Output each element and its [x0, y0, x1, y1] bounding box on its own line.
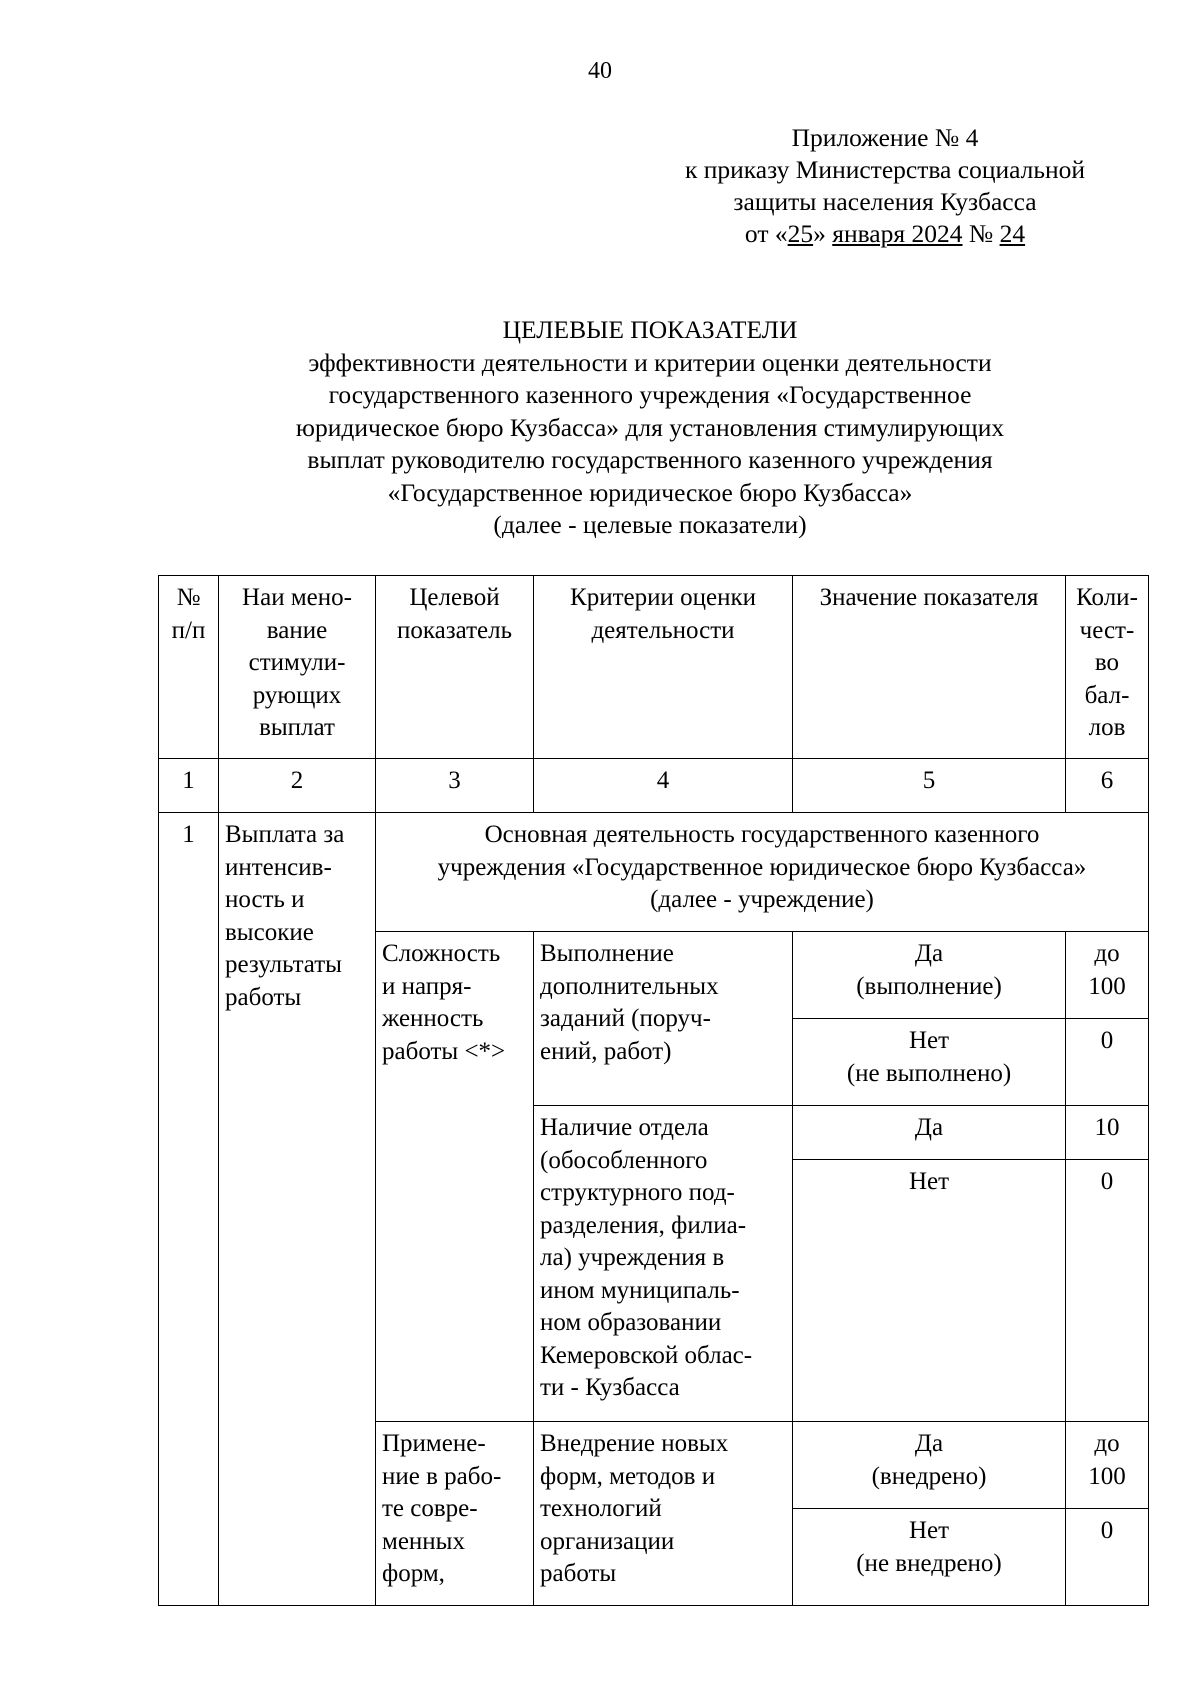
column-number: 4 — [534, 759, 793, 813]
value-tasks-no: Нет (не выполнено) — [793, 1019, 1066, 1106]
column-number: 6 — [1066, 759, 1149, 813]
title-line: (далее - целевые показатели) — [493, 510, 807, 539]
column-number-row — [159, 759, 1149, 813]
title-line: «Государственное юридическое бюро Кузбасса» — [387, 477, 913, 507]
date-day: 25 — [787, 219, 814, 248]
header-row — [159, 576, 1149, 759]
points-tasks-yes: до 100 — [1066, 932, 1149, 1019]
section-row — [159, 813, 1149, 932]
appendix-line-1: Приложение № 4 — [791, 123, 979, 152]
page-number: 40 — [588, 58, 612, 84]
appendix-date — [655, 218, 1115, 250]
date-prefix: от « — [744, 219, 788, 248]
value-tasks-yes: Да (выполнение) — [793, 932, 1066, 1019]
indicators-table — [158, 575, 1149, 1606]
value-dept-yes: Да — [793, 1106, 1066, 1160]
header-cell-payment: Наи мено- вание стимули- рующих выплат — [219, 576, 376, 759]
value-forms-no: Нет (не внедрено) — [793, 1509, 1066, 1606]
points-forms-no: 0 — [1066, 1509, 1149, 1606]
header-cell-value: Значение показателя — [793, 576, 1066, 759]
appendix-block — [655, 122, 1115, 250]
payment-name: Выплата за интенсив- ность и высокие результаты работы — [219, 813, 376, 1606]
header-cell-points: Коли- чест- во бал- лов — [1066, 576, 1149, 759]
title-line: государственного казенного учреждения «Государственное — [328, 380, 972, 409]
title-heading: ЦЕЛЕВЫЕ ПОКАЗАТЕЛИ — [502, 315, 798, 344]
points-forms-yes: до 100 — [1066, 1422, 1149, 1509]
points-dept-no: 0 — [1066, 1160, 1149, 1422]
column-number: 2 — [219, 759, 376, 813]
column-number: 5 — [793, 759, 1066, 813]
column-number: 1 — [159, 759, 219, 813]
indicator-modern: Примене- ние в рабо- те совре- менных форм, — [376, 1422, 534, 1606]
appendix-line-3: защиты населения Кузбасса — [733, 187, 1037, 216]
criteria-additional-tasks: Выполнение дополнительных заданий (поруч- ений, работ) — [534, 932, 793, 1106]
date-number: 24 — [999, 219, 1026, 248]
column-number: 3 — [376, 759, 534, 813]
appendix-line-2: к приказу Министерства социальной — [684, 155, 1086, 184]
value-forms-yes: Да (внедрено) — [793, 1422, 1066, 1509]
date-no-prefix: № — [962, 219, 1000, 248]
value-dept-no: Нет — [793, 1160, 1066, 1422]
points-dept-yes: 10 — [1066, 1106, 1149, 1160]
title-line: юридическое бюро Кузбасса» для установления стимулирующих — [295, 412, 1005, 442]
header-cell-indicator: Целевой показатель — [376, 576, 534, 759]
criteria-new-forms: Внедрение новых форм, методов и технологий организации работы — [534, 1422, 793, 1606]
row-number: 1 — [159, 813, 219, 1606]
date-mid: » — [813, 219, 833, 248]
indicator-complexity: Сложность и напря- женность работы <*> — [376, 932, 534, 1422]
title-line: выплат руководителю государственного казенного учреждения — [307, 445, 993, 474]
section-title: Основная деятельность государственного казенного учреждения «Государственное юридическое бюро Кузбасса» (далее - учреждение) — [376, 813, 1149, 932]
title-line: эффективности деятельности и критерии оценки деятельности — [308, 347, 992, 377]
date-month-year: января 2024 — [832, 219, 963, 248]
points-tasks-no: 0 — [1066, 1019, 1149, 1106]
header-cell-number: № п/п — [159, 576, 219, 759]
header-cell-criteria: Критерии оценки деятельности — [534, 576, 793, 759]
document-title — [200, 314, 1100, 542]
criteria-department: Наличие отдела (обособленного структурного под- разделения, филиа- ла) учреждения в ином муниципаль- ном образовании Кемеровской облас- ти - Кузбасса — [534, 1106, 793, 1422]
